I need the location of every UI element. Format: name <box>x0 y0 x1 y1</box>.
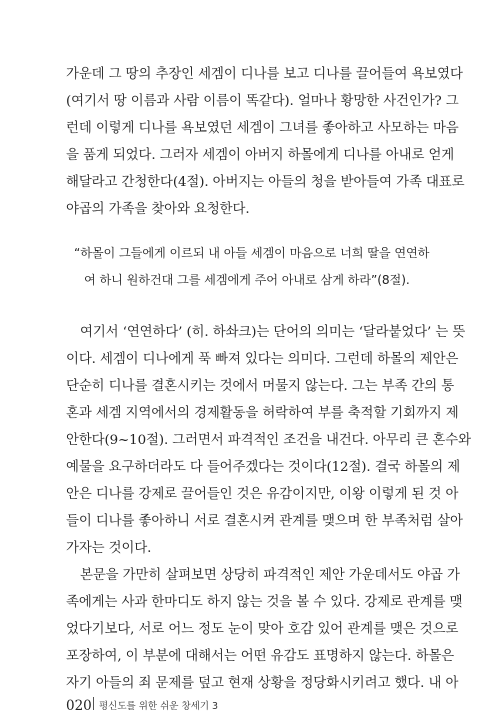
body-text-line: 을 품게 되었다. 그러자 세겜이 아버지 하몰에게 디나를 아내로 얻게 <box>66 148 455 163</box>
body-text-line: 혼과 세겜 지역에서의 경제활동을 허락하여 부를 축적할 기회까지 제 <box>66 406 459 421</box>
body-text-line: 들이 디나를 좋아하니 서로 결혼시켜 관계를 맺으며 한 부족처럼 살아 <box>66 514 463 529</box>
body-text-line: 안한다(9~10절). 그러면서 파격적인 조건을 내건다. 아무리 큰 혼수와 <box>66 433 471 448</box>
body-text-line: 여기서 ‘연연하다’ (히. 하솨크)는 단어의 의미는 ‘달라붙었다’ 는 뜻 <box>80 325 466 340</box>
body-text-line: 가운데 그 땅의 추장인 세겜이 디나를 보고 디나를 끌어들여 욕보였다 <box>66 67 463 82</box>
body-text-line: 포장하여, 이 부분에 대해서는 어떤 유감도 표명하지 않는다. 하몰은 <box>66 649 455 664</box>
scripture-quote-line: “하몰이 그들에게 이르되 내 아들 세겜이 마음으로 너희 딸을 연연하 <box>74 246 430 260</box>
body-text-line: 가자는 것이다. <box>66 541 152 556</box>
book-title: 평신도를 위한 쉬운 창세기 3 <box>99 701 219 712</box>
body-text-line: 본문을 가만히 살펴보면 상당히 파격적인 제안 가운데서도 야곱 가 <box>80 568 460 583</box>
body-text-line: 예물을 요구하더라도 다 들어주겠다는 것이다(12절). 결국 하몰의 제 <box>66 460 461 475</box>
body-text-line: 해달라고 간청한다(4절). 아버지는 아들의 청을 받아들여 가족 대표로 <box>66 175 465 190</box>
body-text-line: 런데 이렇게 디나를 욕보였던 세겜이 그녀를 좋아하고 사모하는 마음 <box>66 121 459 136</box>
scripture-quote-line: 여 하니 원하건대 그를 세겜에게 주어 아내로 삼게 하라”(8절). <box>84 273 410 287</box>
footer-divider <box>93 697 94 710</box>
body-text-line: 단순히 디나를 결혼시키는 것에서 머물지 않는다. 그는 부족 간의 통 <box>66 379 455 394</box>
page-number: 020 <box>66 698 92 714</box>
body-text-line: 안은 디나를 강제로 끌어들인 것은 유감이지만, 이왕 이렇게 된 것 아 <box>66 487 459 502</box>
body-text-line: 었다기보다, 서로 어느 정도 눈이 맞아 호감 있어 관계를 맺은 것으로 <box>66 622 459 637</box>
body-text-line: 야곱의 가족을 찾아와 요청한다. <box>66 202 250 217</box>
body-text-line: 이다. 세겜이 디나에게 푹 빠져 있다는 의미다. 그런데 하몰의 제안은 <box>66 352 459 367</box>
body-text-line: 자기 아들의 죄 문제를 덮고 현재 상황을 정당화시키려고 했다. 내 아 <box>66 676 459 691</box>
body-text-line: 족에게는 사과 한마디도 하지 않는 것을 볼 수 있다. 강제로 관계를 맺 <box>66 595 463 610</box>
body-text-line: (여기서 땅 이름과 사람 이름이 똑같다). 얼마나 황망한 사건인가? 그 <box>66 94 459 109</box>
